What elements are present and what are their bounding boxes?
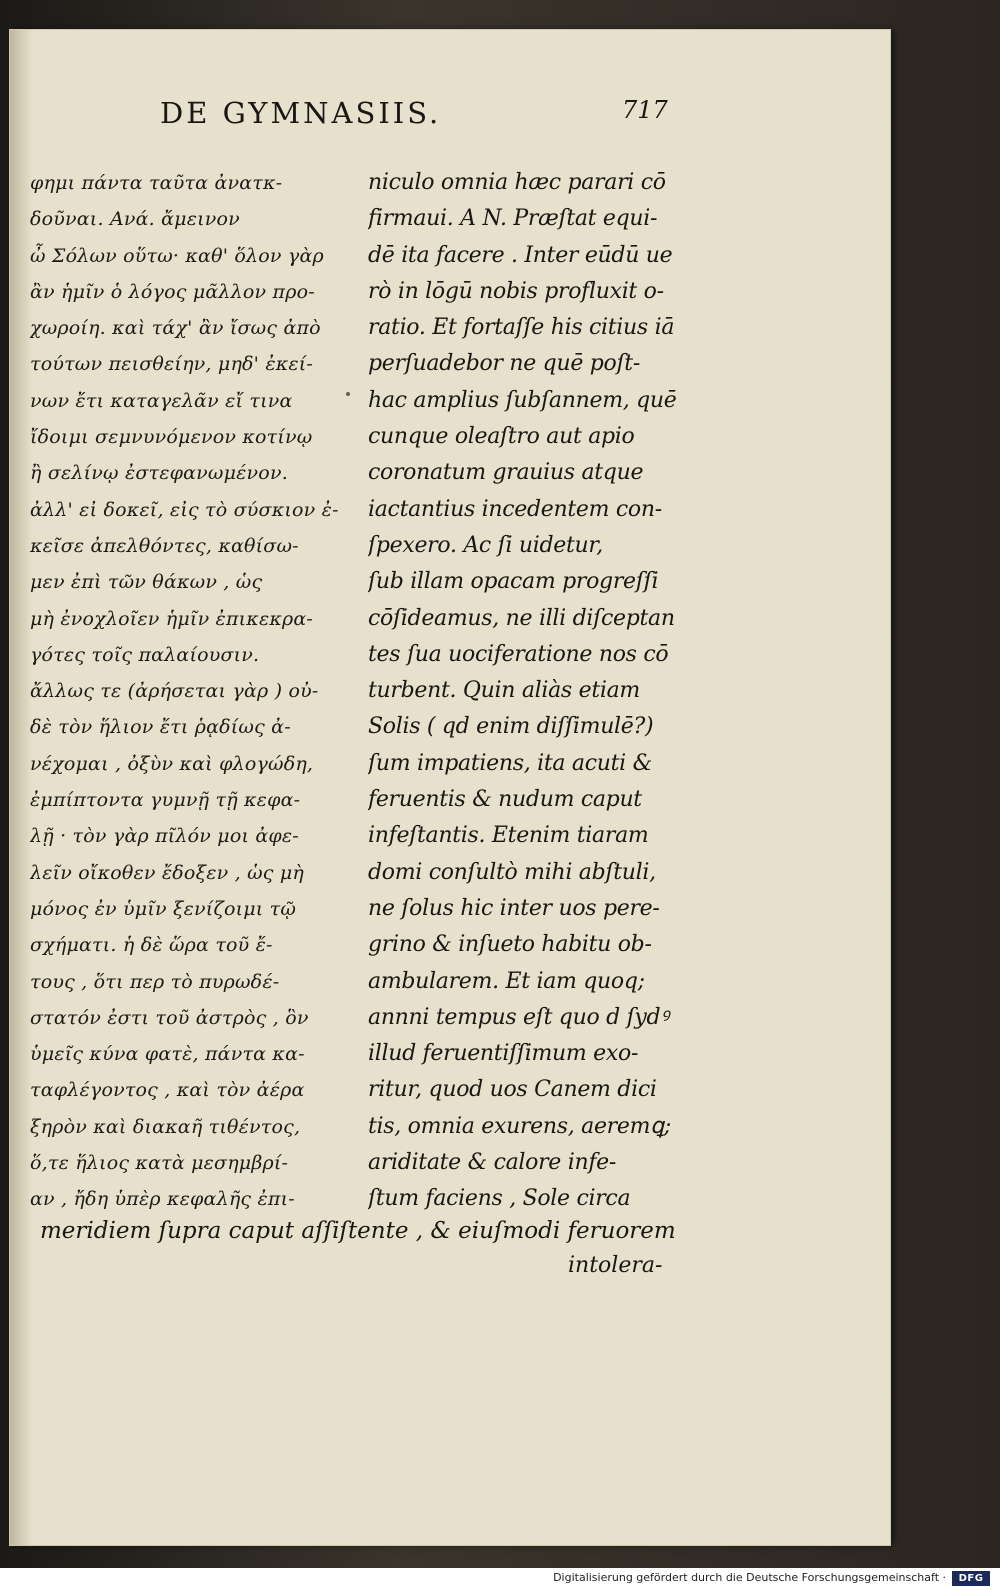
greek-text-line: χωροίη. καὶ τάχ' ἂν ἴσως ἀπὸ (30, 317, 321, 340)
margin-mark (346, 392, 350, 396)
greek-text-line: ὑμεῖς κύνα φατὲ, πάντα κα- (30, 1043, 305, 1066)
running-header: DE GYMNASIIS. (160, 96, 442, 130)
greek-text-line: μὴ ἐνοχλοῖεν ἡμῖν ἐπικεκρα- (30, 607, 314, 630)
latin-text-line: feruentis & nudum caput (368, 787, 642, 813)
greek-text-line: νέχομαι , ὀξὺν καὶ φλογώδη, (30, 752, 314, 775)
greek-text-line: τους , ὅτι περ τὸ πυρωδέ- (30, 970, 280, 993)
latin-text-line: ne ſolus hic inter uos pere- (368, 895, 660, 921)
footer-bar (0, 1568, 1000, 1590)
greek-text-line: νων ἔτι καταγελᾶν εἴ τινα (30, 389, 293, 412)
greek-text-line: ἂν ἡμῖν ὁ λόγος μᾶλλον προ- (30, 280, 315, 303)
latin-text-line: ſpexero. Ac ſi uidetur, (368, 532, 603, 558)
dfg-logo-icon: DFG (952, 1571, 990, 1586)
latin-text-line: ſub illam opacam progreſſi (368, 569, 659, 595)
greek-text-line: ταφλέγοντος , καὶ τὸν ἀέρα (30, 1079, 305, 1102)
latin-text-line: iactantius incedentem con- (368, 496, 662, 522)
greek-text-line: ἐμπίπτοντα γυμνῇ τῇ κεφα- (30, 789, 301, 812)
greek-text-line: μόνος ἐν ὑμῖν ξενίζοιμι τῷ (30, 897, 297, 920)
latin-text-line: coronatum grauius atque (368, 460, 644, 486)
latin-text-line: tes ſua uociferatione nos cō (368, 641, 669, 667)
latin-column (368, 165, 690, 1218)
latin-text-line: ariditate & calore infe- (368, 1150, 617, 1176)
latin-text-line: cunque oleaſtro aut apio (368, 424, 635, 450)
greek-text-line: λῇ · τὸν γὰρ πῖλόν μοι ἀφε- (30, 825, 299, 848)
greek-text-line: ὦ Σόλων οὕτω· καθ' ὅλον γὰρ (30, 244, 324, 267)
page-binding-edge (10, 30, 32, 1545)
latin-text-line: niculo omnia hæc parari cō (368, 170, 666, 195)
latin-text-line: hac amplius ſubſannem, quē (368, 387, 677, 413)
latin-text-line: dē ita facere . Inter eūdū ue (368, 242, 673, 268)
greek-text-line: μεν ἐπὶ τῶν θάκων , ὡς (30, 571, 263, 594)
latin-text-line: turbent. Quin aliàs etiam (368, 678, 640, 704)
greek-text-line: ἢ σελίνῳ ἐστεφανωμένον. (30, 462, 288, 485)
greek-text-line: ἀλλ' εἰ δοκεῖ, εἰς τὸ σύσκιον ἐ- (30, 498, 339, 521)
greek-text-line: τούτων πεισθείην, μηδ' ἐκεί- (30, 353, 314, 376)
latin-text-line: ambularem. Et iam quoq; (368, 968, 645, 994)
greek-text-line: δοῦναι. Ανά. ἄμεινον (30, 208, 240, 231)
greek-text-line: κεῖσε ἀπελθόντες, καθίσω- (30, 534, 299, 557)
greek-text-line: ἴδοιμι σεμνυνόμενον κοτίνῳ (30, 426, 313, 449)
greek-text-line: αν , ἤδη ὑπὲρ κεφαλῆς ἐπι- (30, 1188, 295, 1211)
latin-text-line: illud feruentiſſimum exo- (368, 1041, 639, 1067)
page-number: 717 (622, 96, 668, 124)
greek-column (30, 165, 355, 1218)
greek-text-line: δὲ τὸν ἥλιον ἔτι ῥᾳδίως ἀ- (30, 716, 291, 739)
latin-text-line: rò in lōgū nobis profluxit o- (368, 278, 664, 304)
latin-text-line: ſtum faciens , Sole circa (368, 1186, 631, 1212)
latin-text-line: perſuadebor ne quē poſt- (368, 351, 640, 377)
greek-text-line: ξηρὸν καὶ διακαῆ τιθέντος, (30, 1115, 301, 1138)
footer-credit: Digitalisierung gefördert durch die Deutsche Forschungsgemeinschaft · (553, 1571, 946, 1584)
latin-text-line: ratio. Et fortaſſe his citius iā (368, 315, 675, 341)
latin-text-line: ritur, quod uos Canem dici (368, 1077, 657, 1103)
catchword: intolera- (568, 1253, 663, 1278)
greek-text-line: σχήματι. ἡ δὲ ὥρα τοῦ ἔ- (30, 934, 273, 957)
greek-text-line: λεῖν οἴκοθεν ἔδοξεν , ὡς μὴ (30, 861, 304, 884)
greek-text-line: στατόν ἐστι τοῦ ἀστρὸς , ὃν (30, 1006, 309, 1029)
latin-text-line: infeſtantis. Etenim tiaram (368, 823, 649, 849)
greek-text-line: φημι πάντα ταῦτα ἀνατκ- (30, 172, 283, 194)
latin-text-line: annni tempus eſt quo d ſydꝰ (368, 1004, 669, 1030)
latin-text-line: Solis ( qd enim diſſimulē?) (368, 714, 654, 740)
greek-text-line: ἄλλως τε (ἀρήσεται γὰρ ) οὐ- (30, 680, 319, 703)
latin-text-line: domi conſultò mihi abſtuli, (368, 859, 656, 885)
latin-text-line: tis, omnia exurens, aeremꝗ; (368, 1113, 671, 1139)
full-width-line: meridiem ſupra caput aſſiſtente , & eiuſmodi feruorem (40, 1218, 676, 1244)
greek-text-line: ὅ,τε ἥλιος κατὰ μεσημβρί- (30, 1152, 289, 1175)
greek-text-line: γότες τοῖς παλαίουσιν. (30, 643, 260, 666)
latin-text-line: grino & inſueto habitu ob- (368, 932, 652, 958)
latin-text-line: ſum impatiens, ita acuti & (368, 750, 652, 776)
latin-text-line: cōſideamus, ne illi diſceptan (368, 605, 675, 631)
latin-text-line: firmaui. A N. Præſtat equi- (368, 206, 658, 232)
